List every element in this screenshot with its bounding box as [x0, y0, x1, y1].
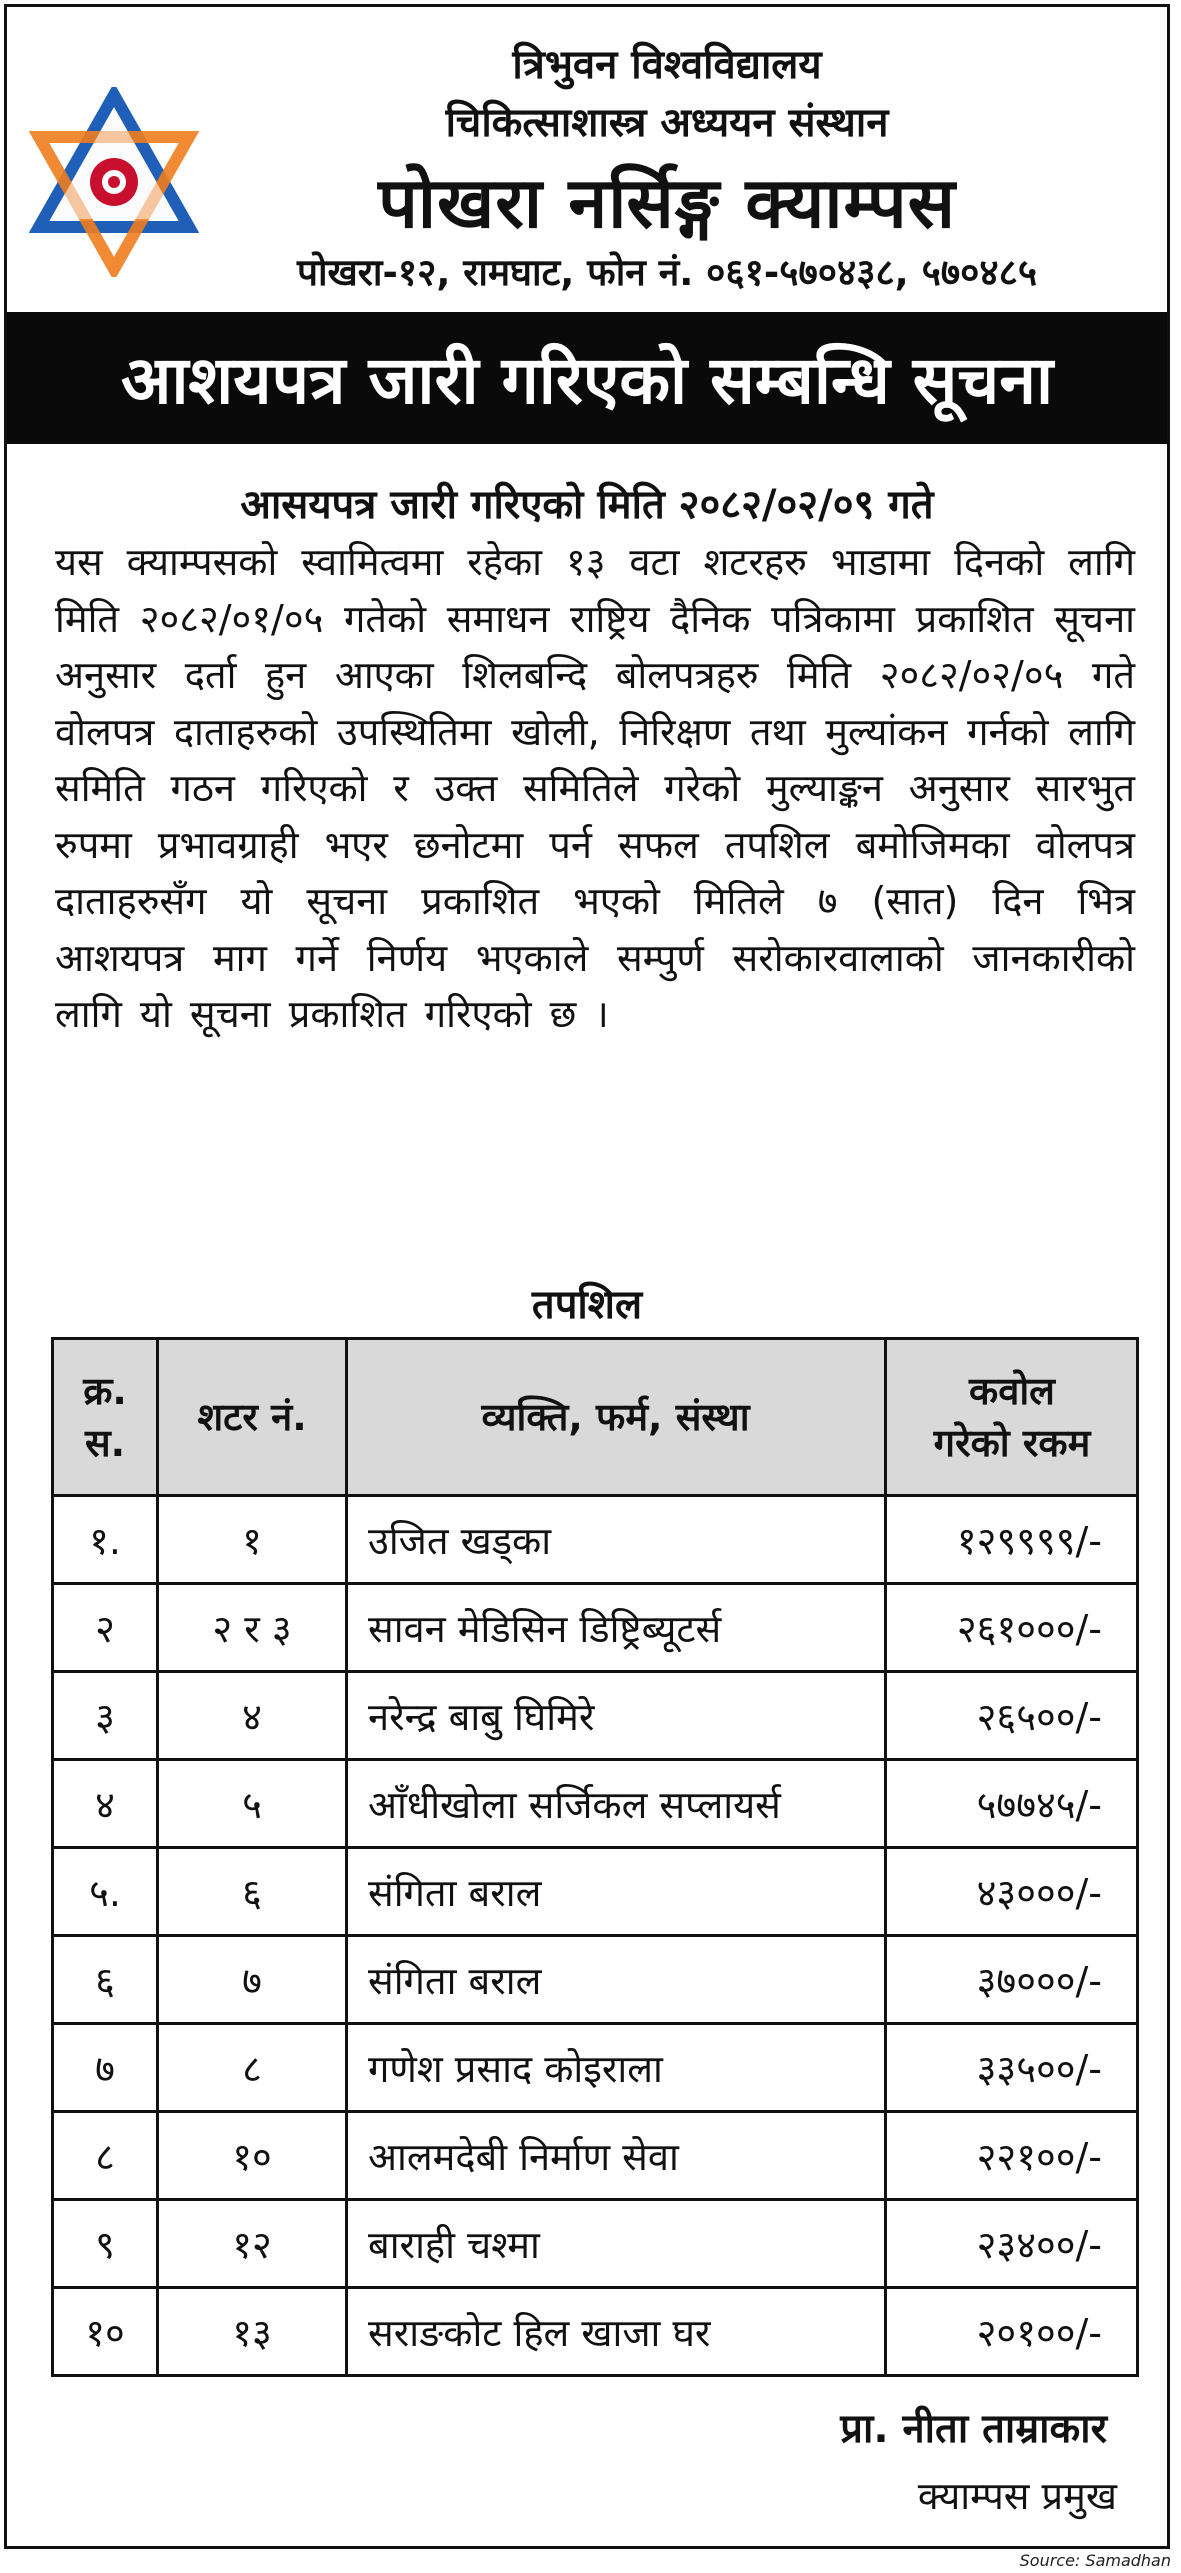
- signatory-name: प्रा. नीता ताम्राकार: [840, 2406, 1107, 2452]
- row-amount: १२९९९९/-: [886, 1496, 1138, 1584]
- row-name: सराङकोट हिल खाजा घर: [347, 2288, 886, 2376]
- table-header-row: [53, 1339, 1138, 1496]
- row-amount: २०१००/-: [886, 2288, 1138, 2376]
- row-amount: २२१००/-: [886, 2112, 1138, 2200]
- issue-date-line: आसयपत्र जारी गरिएको मिति २०८२/०२/०९ गते: [240, 482, 934, 528]
- table-row: [53, 1848, 1138, 1936]
- row-name: बाराही चश्मा: [347, 2200, 886, 2288]
- row-serial: ६: [53, 1936, 158, 2024]
- notice-frame: [4, 4, 1170, 2549]
- institute-name: चिकित्साशास्त्र अध्ययन संस्थान: [445, 100, 889, 146]
- row-shutter: ४: [158, 1672, 347, 1760]
- table-row: [53, 1496, 1138, 1584]
- row-name: नरेन्द्र बाबु घिमिरे: [347, 1672, 886, 1760]
- row-amount: २६१०००/-: [886, 1584, 1138, 1672]
- table-row: [53, 2288, 1138, 2376]
- row-shutter: ८: [158, 2024, 347, 2112]
- row-serial: ९: [53, 2200, 158, 2288]
- row-serial: १०: [53, 2288, 158, 2376]
- header-name: व्यक्ति, फर्म, संस्था: [347, 1339, 886, 1496]
- row-amount: २६५००/-: [886, 1672, 1138, 1760]
- row-name: आलमदेबी निर्माण सेवा: [347, 2112, 886, 2200]
- row-serial: १.: [53, 1496, 158, 1584]
- row-serial: ७: [53, 2024, 158, 2112]
- notice-body: यस क्याम्पसको स्वामित्वमा रहेका १३ वटा शटरहरु भाडामा दिनको लागि मिति २०८२/०१/०५ गतेको समाधन राष्ट्रिय दैनिक पत्रिकामा प्रकाशित सूचना अनुसार दर्ता हुन आएका शिलबन्दि बोलपत्रहरु मिति २०८२/०२/०५ गते वोलपत्र दाताहरुको उपस्थितिमा खोली, निरिक्षण तथा मुल्यांकन गर्नको लागि समिति गठन गरिएको र उक्त समितिले गरेको मुल्याङ्कन अनुसार सारभुत रुपमा प्रभावग्राही भएर छनोटमा पर्न सफल तपशिल बमोजिमका वोलपत्र दाताहरुसँग यो सूचना प्रकाशित भएको मितिले ७ (सात) दिन भित्र आशयपत्र माग गर्ने निर्णय भएकाले सम्पुर्ण सरोकारवालाको जानकारीको लागि यो सूचना प्रकाशित गरिएको छ ।: [55, 540, 1135, 1036]
- table-row: [53, 1672, 1138, 1760]
- row-name: उजित खड्का: [347, 1496, 886, 1584]
- row-shutter: २ र ३: [158, 1584, 347, 1672]
- row-amount: ४३०००/-: [886, 1848, 1138, 1936]
- row-amount: ५७७४५/-: [886, 1760, 1138, 1848]
- university-name: त्रिभुवन विश्वविद्यालय: [512, 42, 822, 88]
- university-emblem-icon: [29, 87, 199, 277]
- source-credit: Source: Samadhan: [1019, 2551, 1171, 2570]
- header-shutter: शटर नं.: [158, 1339, 347, 1496]
- table-row: [53, 1936, 1138, 2024]
- row-name: संगिता बराल: [347, 1848, 886, 1936]
- campus-name: पोखरा नर्सिङ्ग क्याम्पस: [378, 162, 956, 244]
- row-serial: ५.: [53, 1848, 158, 1936]
- row-amount: ३३५००/-: [886, 2024, 1138, 2112]
- table-row: [53, 1760, 1138, 1848]
- campus-address: पोखरा-१२, रामघाट, फोन नं. ०६१-५७०४३८, ५७०४८५: [296, 251, 1038, 294]
- row-shutter: १०: [158, 2112, 347, 2200]
- header-serial: क्र. स.: [53, 1339, 158, 1496]
- row-amount: २३४००/-: [886, 2200, 1138, 2288]
- row-shutter: ७: [158, 1936, 347, 2024]
- notice-title-banner: आशयपत्र जारी गरिएको सम्बन्धि सूचना: [7, 312, 1167, 444]
- row-shutter: ५: [158, 1760, 347, 1848]
- signatory-title: क्याम्पस प्रमुख: [917, 2474, 1117, 2518]
- row-amount: ३७०००/-: [886, 1936, 1138, 2024]
- results-table: [51, 1337, 1139, 2377]
- header-amount: कवोल गरेको रकम: [886, 1339, 1138, 1496]
- row-name: सावन मेडिसिन डिष्ट्रिब्यूटर्स: [347, 1584, 886, 1672]
- table-row: [53, 2200, 1138, 2288]
- row-shutter: १२: [158, 2200, 347, 2288]
- row-serial: ८: [53, 2112, 158, 2200]
- letterhead: [7, 7, 1167, 307]
- table-row: [53, 2112, 1138, 2200]
- row-name: संगिता बराल: [347, 1936, 886, 2024]
- table-row: [53, 1584, 1138, 1672]
- row-shutter: ६: [158, 1848, 347, 1936]
- row-serial: ४: [53, 1760, 158, 1848]
- row-shutter: १३: [158, 2288, 347, 2376]
- row-serial: ३: [53, 1672, 158, 1760]
- row-name: आँधीखोला सर्जिकल सप्लायर्स: [347, 1760, 886, 1848]
- table-row: [53, 2024, 1138, 2112]
- row-serial: २: [53, 1584, 158, 1672]
- row-name: गणेश प्रसाद कोइराला: [347, 2024, 886, 2112]
- details-heading: तपशिल: [531, 1282, 643, 1328]
- row-shutter: १: [158, 1496, 347, 1584]
